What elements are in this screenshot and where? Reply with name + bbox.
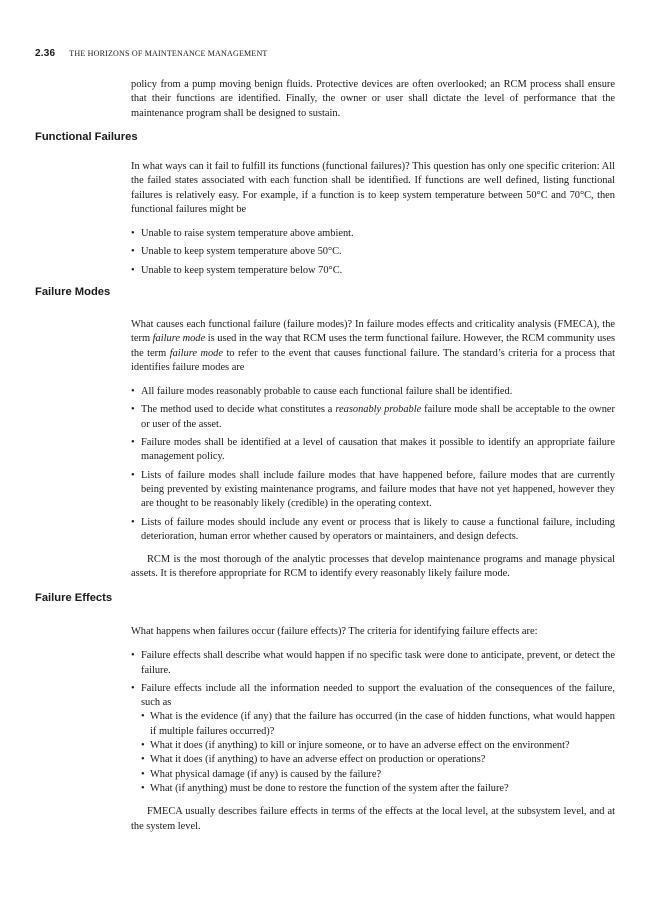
sub-list-item: • What (if anything) must be done to restore the function of the system after the failure? [141,782,615,796]
failure-effects-sublist [141,710,615,796]
page-number: 2.36 [35,48,56,59]
list-item: • Lists of failure modes shall include failure modes that have happened before, failure modes that are currently being prevented by existing maintenance programs, and failure modes that have not yet happened, however they are thought to be reasonably likely (credible) in the operating context. [131,469,615,512]
failure-modes-closing: RCM is the most thorough of the analytic processes that develop maintenance programs and manage physical assets. It is therefore appropriate for RCM to identify every reasonably likely failure mode. [131,554,615,580]
failure-modes-block [131,318,615,582]
failure-effects-list [131,649,615,796]
list-item: • Failure effects include all the information needed to support the evaluation of the consequences of the failure, such as • What is the evidence (if any) that the failure has occurred (in the case of hidden functions, what would happen if multiple failures occurred)? • What it does (if anything) to kill or injure someone, or to have an adverse effect on the environment? • What it does (if anything) to have an adverse effect on production or operations? • What physical damage (if any) is caused by the failure? • What (if anything) must be done to restore the function of the system after the failure? [131,682,615,796]
list-item: • Unable to keep system temperature above 50°C. [131,245,615,259]
failure-modes-list [131,385,615,544]
section-heading-failure-effects: Failure Effects [35,592,113,604]
list-item: • Failure effects shall describe what would happen if no specific task were done to anticipate, prevent, or detect the failure. [131,649,615,678]
list-item: • Failure modes shall be identified at a level of causation that makes it possible to identify an appropriate failure management policy. [131,436,615,465]
failure-effects-block [131,625,615,834]
sub-list-item: • What it does (if anything) to have an adverse effect on production or operations? [141,753,615,767]
functional-failures-paragraph: In what ways can it fail to fulfill its functions (functional failures)? This question has only one specific criterion: All the failed states associated with each function shall be identified. If functions are well defined, listing functional failures is relatively easy. For example, if a function is to keep system temperature between 50°C and 70°C, then functional failures might be [131,161,615,215]
running-header [35,48,268,59]
intro-block [131,78,615,121]
failure-modes-paragraph: What causes each functional failure (failure modes)? In failure modes effects and criticality analysis (FMECA), the term failure mode is used in the way that RCM uses the term functional failure. However, the RCM community uses the term failure mode to refer to the event that causes functional failure. The standard’s criteria for a process that identifies failure modes are [131,319,616,373]
sub-list-item: • What it does (if anything) to kill or injure someone, or to have an adverse effect on the environment? [141,739,615,753]
running-title: THE HORIZONS OF MAINTENANCE MANAGEMENT [69,49,268,58]
list-item: • The method used to decide what constitutes a reasonably probable failure mode shall be acceptable to the owner or user of the asset. [131,403,615,432]
sub-list-item: • What physical damage (if any) is caused by the failure? [141,768,615,782]
failure-effects-closing: FMECA usually describes failure effects in terms of the effects at the local level, at the subsystem level, and at the system level. [131,806,615,832]
functional-failures-list [131,227,615,278]
list-item: • All failure modes reasonably probable to cause each functional failure shall be identified. [131,385,615,399]
failure-effects-paragraph: What happens when failures occur (failure effects)? The criteria for identifying failure effects are: [131,626,538,637]
list-item: • Lists of failure modes should include any event or process that is likely to cause a functional failure, including deterioration, human error whether caused by operators or maintainers, and design defects. [131,516,615,545]
functional-failures-block [131,160,615,278]
list-item: • Unable to keep system temperature below 70°C. [131,264,615,278]
section-heading-failure-modes: Failure Modes [35,286,111,298]
sub-list-item: • What is the evidence (if any) that the failure has occurred (in the case of hidden functions, what would happen if multiple failures occurred)? [141,710,615,739]
section-heading-functional-failures: Functional Failures [35,131,138,143]
intro-paragraph: policy from a pump moving benign fluids. Protective devices are often overlooked; an RCM process shall ensure that their functions are identified. Finally, the owner or user shall dictate the level of performance that the maintenance program shall be designed to sustain. [131,79,615,119]
list-item: • Unable to raise system temperature above ambient. [131,227,615,241]
